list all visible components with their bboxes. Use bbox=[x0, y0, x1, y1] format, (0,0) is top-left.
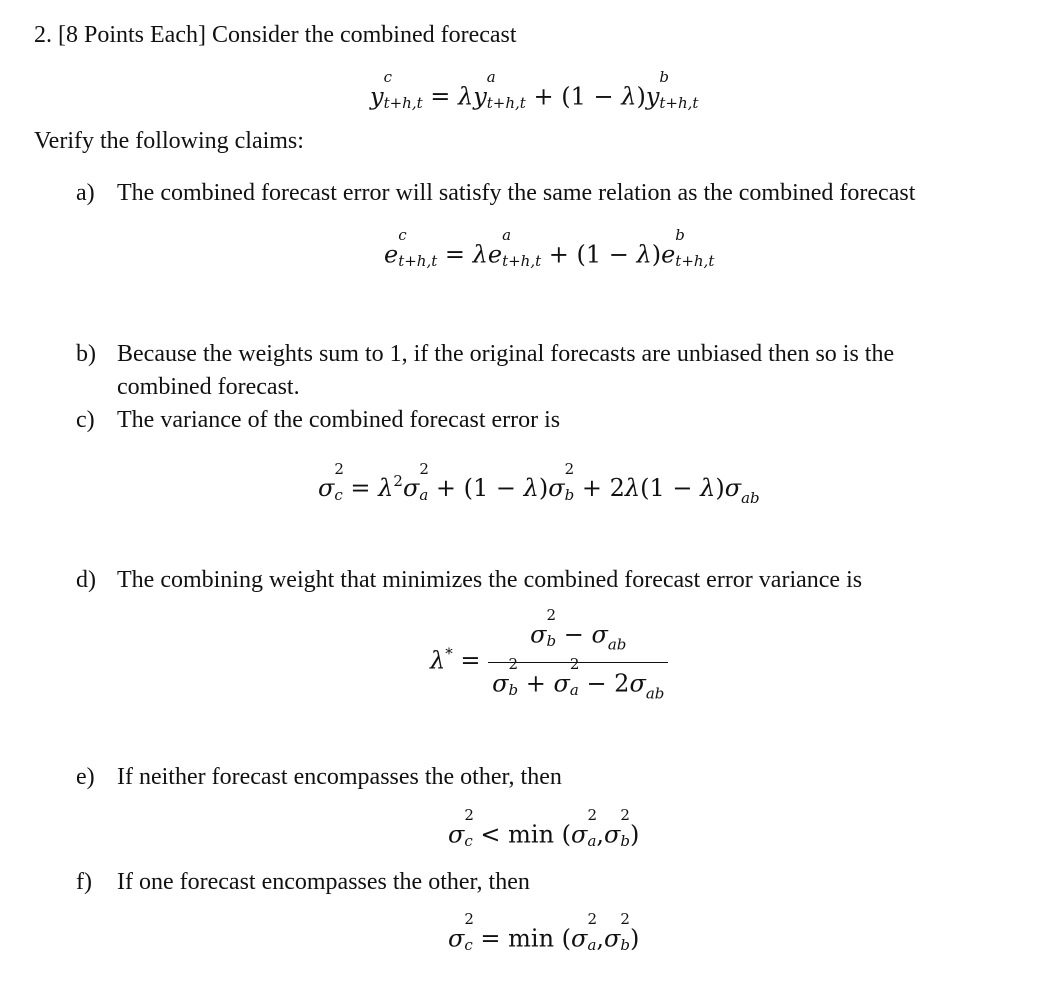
item-b-label: b) bbox=[76, 341, 96, 367]
item-b-text-line2: combined forecast. bbox=[117, 374, 300, 400]
problem-number: 2. bbox=[34, 22, 52, 48]
item-a-label: a) bbox=[76, 180, 95, 206]
item-c-text: The variance of the combined forecast error is bbox=[117, 407, 561, 433]
problem-header bbox=[34, 20, 517, 50]
item-a bbox=[76, 178, 95, 208]
item-a-text: The combined forecast error will satisfy the same relation as the combined forecast bbox=[117, 180, 916, 206]
optimal-weight-fraction: σ 2 $_b - \sigma_{ab}$ σ 2 $_b$ + σ 2 $_a - 2\sigma_{ab}$ bbox=[488, 616, 668, 708]
item-e-text: If neither forecast encompasses the other, then bbox=[117, 764, 562, 790]
equation-one-encompasses: σ 2 $_c$ = min (σ 2 $_a$,σ 2 $_b$) bbox=[448, 910, 640, 954]
item-d-text: The combining weight that minimizes the combined forecast error variance is bbox=[117, 567, 863, 593]
item-f-text: If one forecast encompasses the other, then bbox=[117, 869, 530, 895]
problem-points: [8 Points Each] bbox=[58, 22, 206, 48]
equation-neither-encompasses: σ 2 $_c$ < min (σ 2 $_a$,σ 2 $_b$) bbox=[448, 806, 640, 850]
item-c-label: c) bbox=[76, 407, 95, 433]
equation-optimal-weight: λ* = σ 2 $_b - \sigma_{ab}$ σ 2 $_b$ + σ 2 $_a - 2\sigma_{ab}$ bbox=[430, 616, 668, 708]
item-f-label: f) bbox=[76, 869, 92, 895]
verify-heading: Verify the following claims: bbox=[34, 128, 304, 154]
equation-variance: σ 2 $_c = \lambda^2\sigma$ 2 $_a$ + (1 − λ)σ 2 $_b + 2\lambda(1 - \lambda)\sigma_{ab}$ bbox=[318, 459, 760, 507]
item-e-label: e) bbox=[76, 764, 95, 790]
item-b-text-line1: Because the weights sum to 1, if the original forecasts are unbiased then so is the bbox=[117, 341, 895, 367]
problem-intro: Consider the combined forecast bbox=[211, 22, 517, 48]
equation-combined-forecast: y c $_{t+h,t}$ = λy a $_{t+h,t}$ + (1 − λ)y b $_{t+h,t}$ bbox=[370, 68, 699, 112]
equation-combined-error: e c $_{t+h,t}$ = λe a $_{t+h,t}$ + (1 − λ)e b $_{t+h,t}$ bbox=[384, 226, 715, 270]
item-d-label: d) bbox=[76, 567, 96, 593]
